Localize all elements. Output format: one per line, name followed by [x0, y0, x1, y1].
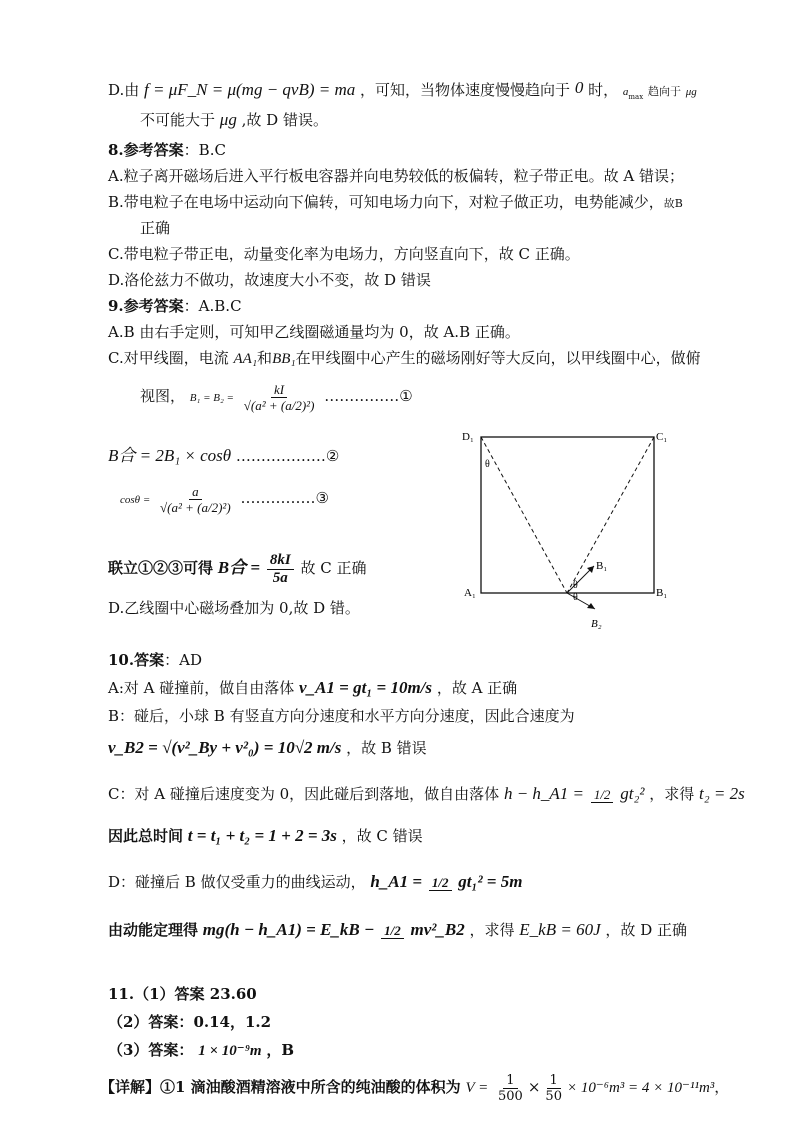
dash-c1-center [567, 437, 654, 593]
q9-title: 9.参考答案：A.B.C [108, 297, 242, 315]
q7-d-line2: 不可能大于 μg ,故 D 错误。 [140, 110, 328, 129]
label-vector-b2: B₂ [591, 618, 602, 630]
label-vector-b1: B₁ [596, 560, 608, 572]
coil-square [481, 437, 654, 593]
q10-option-d: D：碰撞后 B 做仅受重力的曲线运动， h_A1 = 1/2 gt₁² = 5m [108, 872, 523, 891]
q8-option-a: A.粒子离开磁场后进入平行板电容器并向电势较低的板偏转，粒子带正电。故 A 错误； [108, 167, 684, 185]
label-d1: D₁ [462, 431, 474, 443]
q9-option-a: A.B 由右手定则，可知甲乙线圈磁通量均为 0，故 A.B 正确。 [108, 323, 520, 341]
q9-eq2: B合 = 2B₁ × cosθ ………………② [108, 446, 340, 465]
q9-combine: 联立①②③可得 B合 = $\frac{8kI}{5a}$ 故 C 正确 [108, 551, 367, 586]
q8-option-b2: 正确 [140, 219, 171, 237]
label-b1-corner: B₁ [656, 587, 668, 599]
q8-title: 8.参考答案：B.C [108, 141, 226, 159]
label-theta-mid2: θ [573, 592, 578, 603]
q8-option-c: C.带电粒子带正电，动量变化率为电场力，方向竖直向下，故 C 正确。 [108, 245, 580, 263]
q10-total-time: 因此总时间 t = t₁ + t₂ = 1 + 2 = 3s ，故 C 错误 [108, 826, 423, 845]
q9-option-c: C.对甲线圈，电流 AA₁和BB₁在甲线圈中心产生的磁场刚好等大反向，以甲线圈中心，做俯 [108, 349, 701, 367]
q9-top-view-diagram [458, 425, 688, 645]
q10-energy: 由动能定理得 mg(h − h_A1) = E_kB − 1/2 mv²_B2 ，求得 E_kB = 60J ，故 D 正确 [108, 920, 687, 939]
q9-eq1: 视图， B₁ = B₂ = $\frac{kI}{\text{√(a² + (a/2)²)}}$ ……………① [140, 381, 413, 413]
q8-option-d: D.洛伦兹力不做功，故速度大小不变，故 D 错误 [108, 271, 431, 289]
q11-part2: （2）答案：0.14，1.2 [108, 1013, 272, 1031]
q11-part3: （3）答案： 1 × 10⁻⁹m ，B [108, 1041, 295, 1059]
label-c1: C₁ [656, 431, 668, 443]
vector-b2-arrowhead [587, 603, 595, 609]
q10-option-b-formula: v_B2 = √(v²_By + v²₀) = 10√2 m/s ，故 B 错误 [108, 738, 427, 757]
dash-d1-center [481, 437, 567, 593]
q10-option-a: A:对 A 碰撞前，做自由落体 v_A1 = gt₁ = 10m/s ，故 A 正确 [108, 678, 518, 697]
q8-option-b: B.带电粒子在电场中运动向下偏转，可知电场力向下，对粒子做正功，电势能减少，故B [108, 193, 683, 211]
q10-title: 10.答案：AD [108, 651, 202, 669]
q7-d-formula: f = μF_N = μ(mg − qvB) = ma [144, 80, 356, 99]
q10-option-c: C：对 A 碰撞后速度变为 0，因此碰后到落地，做自由落体 h − h_A1 = 1/2 gt₂² ，求得 t₂ = 2s [108, 784, 745, 803]
q11-part1: 11.（1）答案 23.60 [108, 985, 257, 1003]
q7-d-line: D.由 f = μF_N = μ(mg − qvB) = ma ，可知，当物体速度慢慢趋向于 0 时， $a_{max}$ 趋向于 μg [108, 78, 697, 101]
label-a1: A₁ [464, 587, 476, 599]
q10-option-b: B：碰后，小球 B 有竖直方向分速度和水平方向分速度，因此合速度为 [108, 707, 575, 725]
q9-eq3: cosθ = $\frac{a}{\text{√(a² + (a/2)²)}}$ ……………③ [120, 483, 329, 515]
label-theta-mid1: θ [573, 580, 578, 591]
label-theta-top: θ [485, 459, 490, 470]
q9-option-d: D.乙线圈中心磁场叠加为 0,故 D 错。 [108, 599, 360, 617]
q11-detail: 【详解】①1 滴油酸酒精溶液中所含的纯油酸的体积为 V = $\frac{1}{500}$ × $\frac{1}{50}$ × 10⁻⁶m³ = 4 × 10⁻¹¹m³， [100, 1072, 730, 1104]
